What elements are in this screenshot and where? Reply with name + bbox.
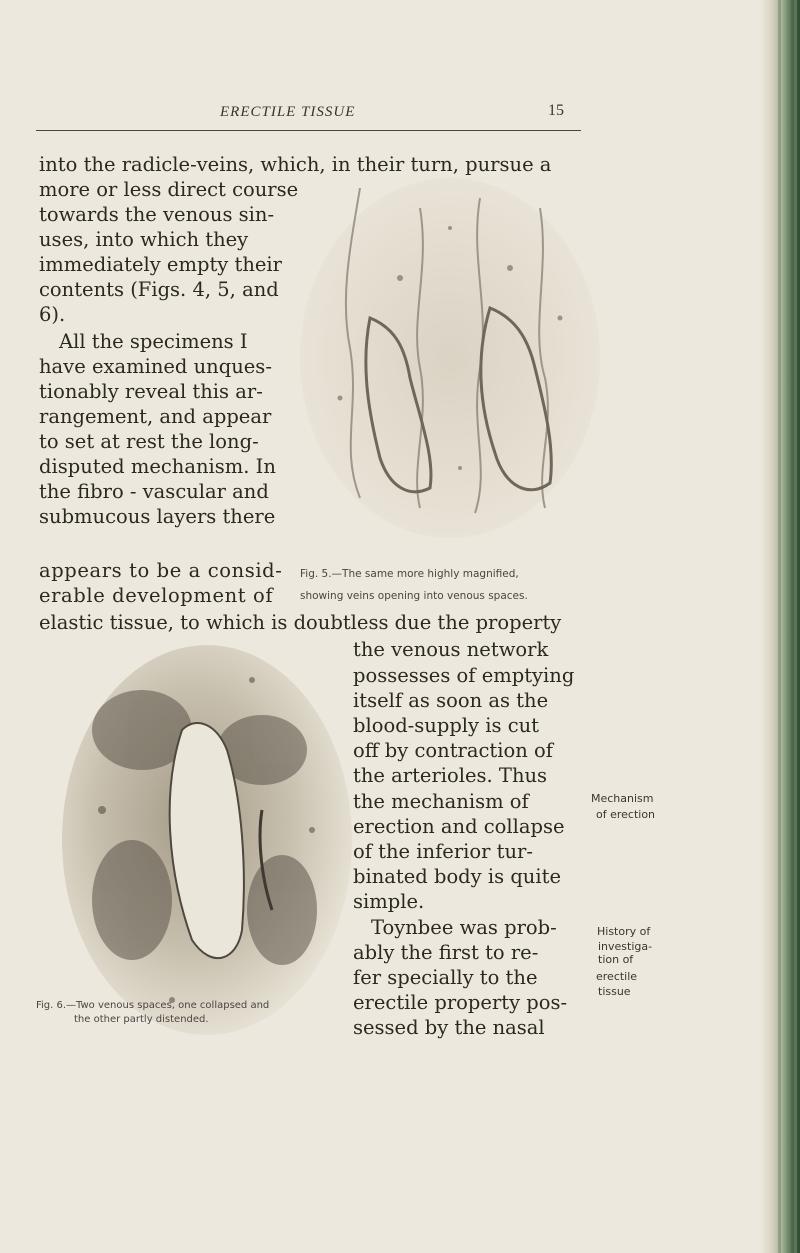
figure-5-caption-line: Fig. 5.—The same more highly magnified, bbox=[300, 568, 519, 580]
figure-5-illustration bbox=[300, 168, 610, 548]
text-line: to set at rest the long- bbox=[39, 430, 259, 453]
figure-6-caption-line: the other partly distended. bbox=[74, 1014, 209, 1025]
text-line: binated body is quite bbox=[353, 865, 561, 888]
figure-6-caption-line: Fig. 6.—Two venous spaces, one collapsed and bbox=[36, 1000, 270, 1011]
text-line: erable development of bbox=[39, 584, 274, 607]
text-line: 6). bbox=[39, 303, 66, 326]
book-binding-edge bbox=[760, 0, 800, 1253]
text-line: rangement, and appear bbox=[39, 405, 272, 428]
text-line: immediately empty their bbox=[39, 253, 282, 276]
text-line: sessed by the nasal bbox=[353, 1016, 545, 1039]
text-line: possesses of emptying bbox=[353, 664, 575, 687]
text-line: the mechanism of bbox=[353, 790, 529, 813]
text-line: towards the venous sin- bbox=[39, 203, 275, 226]
text-line: more or less direct course bbox=[39, 178, 299, 201]
text-line: appears to be a consid- bbox=[39, 559, 283, 582]
text-line: Toynbee was prob- bbox=[371, 916, 557, 939]
text-line: the venous network bbox=[353, 638, 549, 661]
text-line: the arterioles. Thus bbox=[353, 764, 548, 787]
text-line: uses, into which they bbox=[39, 228, 249, 251]
text-line-top: into the radicle-veins, which, in their turn, pursue a bbox=[39, 153, 552, 176]
figure-6-illustration bbox=[62, 640, 352, 1040]
text-line: erection and collapse bbox=[353, 815, 565, 838]
marginal-note-line: of erection bbox=[596, 808, 656, 821]
text-line: of the inferior tur- bbox=[353, 840, 533, 863]
figure-5-caption-line: showing veins opening into venous spaces. bbox=[300, 590, 528, 602]
text-line: tionably reveal this ar- bbox=[39, 380, 263, 403]
header-rule bbox=[36, 130, 581, 131]
text-line-middle: elastic tissue, to which is doubtless due the property bbox=[39, 611, 562, 634]
text-line: itself as soon as the bbox=[353, 689, 549, 712]
text-line: submucous layers there bbox=[39, 505, 276, 528]
text-line: the fibro - vascular and bbox=[39, 480, 269, 503]
marginal-note-line: History of bbox=[597, 925, 651, 938]
binding-strip bbox=[794, 0, 797, 1253]
running-head: ERECTILE TISSUE bbox=[220, 104, 356, 120]
text-line: simple. bbox=[353, 890, 425, 913]
text-line: blood-supply is cut bbox=[353, 714, 540, 737]
binding-strip bbox=[787, 0, 790, 1253]
marginal-note-line: tion of bbox=[598, 953, 634, 966]
marginal-note-line: erectile bbox=[596, 970, 638, 983]
page-number: 15 bbox=[548, 102, 564, 119]
marginal-note-line: tissue bbox=[598, 985, 631, 998]
binding-strip bbox=[778, 0, 781, 1253]
marginal-note-line: Mechanism bbox=[591, 792, 654, 805]
text-line: fer specially to the bbox=[353, 966, 538, 989]
text-line: disputed mechanism. In bbox=[39, 455, 276, 478]
marginal-note-line: investiga- bbox=[598, 940, 653, 953]
text-line: All the specimens I bbox=[59, 330, 248, 353]
text-line: ably the first to re- bbox=[353, 941, 539, 964]
text-line: off by contraction of bbox=[353, 739, 553, 762]
text-line: contents (Figs. 4, 5, and bbox=[39, 278, 279, 301]
text-line: have examined unques- bbox=[39, 355, 272, 378]
text-line: erectile property pos- bbox=[353, 991, 568, 1014]
